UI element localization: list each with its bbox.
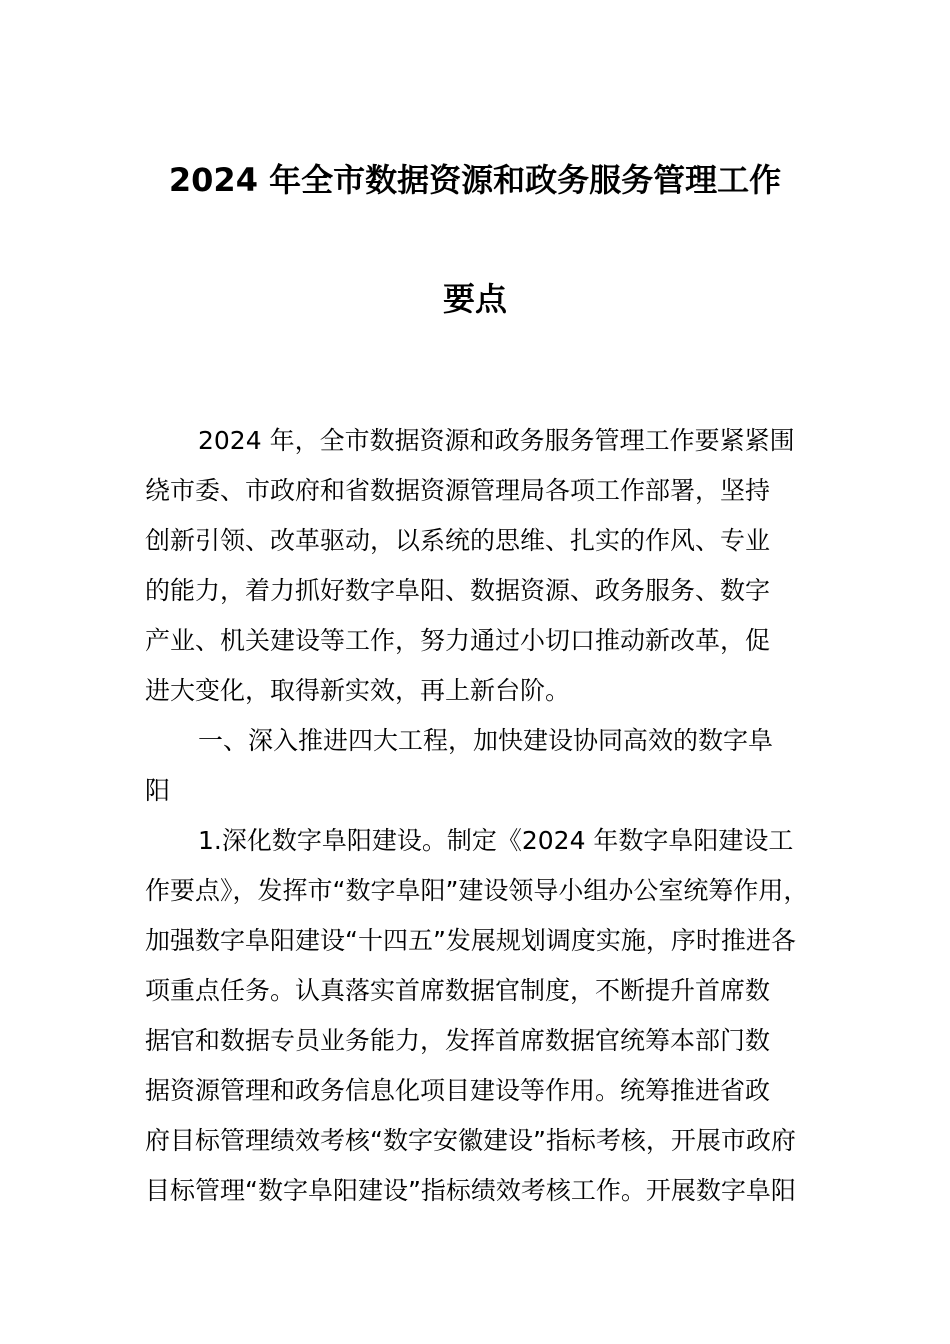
document-title-line-1: 2024 年全市数据资源和政务服务管理工作 xyxy=(168,161,782,199)
paragraph-line: 府目标管理绩效考核“数字安徽建设”指标考核，开展市政府 xyxy=(145,1126,796,1155)
document-title-line-2: 要点 xyxy=(442,280,507,318)
paragraph-line: 创新引领、改革驱动，以系统的思维、扎实的作风、专业 xyxy=(145,526,771,555)
section-heading-line: 一、深入推进四大工程，加快建设协同高效的数字阜 xyxy=(198,726,774,755)
paragraph-line: 作要点》，发挥市“数字阜阳”建设领导小组办公室统筹作用， xyxy=(145,876,809,905)
paragraph-line: 据资源管理和政务信息化项目建设等作用。统筹推进省政 xyxy=(145,1076,771,1105)
paragraph-line: 加强数字阜阳建设“十四五”发展规划调度实施，序时推进各 xyxy=(145,926,796,955)
paragraph-line: 1.深化数字阜阳建设。制定《2024 年数字阜阳建设工 xyxy=(198,826,794,855)
paragraph-line: 项重点任务。认真落实首席数据官制度，不断提升首席数 xyxy=(145,976,771,1005)
paragraph-line: 据官和数据专员业务能力，发挥首席数据官统筹本部门数 xyxy=(145,1026,771,1055)
paragraph-line: 产业、机关建设等工作，努力通过小切口推动新改革，促 xyxy=(145,626,771,655)
paragraph-line: 2024 年，全市数据资源和政务服务管理工作要紧紧围 xyxy=(198,426,795,455)
section-heading-line: 阳 xyxy=(145,776,171,805)
document-body xyxy=(145,416,810,1216)
paragraph-line: 的能力，着力抓好数字阜阳、数据资源、政务服务、数字 xyxy=(145,576,771,605)
paragraph-line: 绕市委、市政府和省数据资源管理局各项工作部署，坚持 xyxy=(145,476,771,505)
paragraph-line: 目标管理“数字阜阳建设”指标绩效考核工作。开展数字阜阳 xyxy=(145,1176,796,1205)
paragraph-line: 进大变化，取得新实效，再上新台阶。 xyxy=(145,676,571,705)
